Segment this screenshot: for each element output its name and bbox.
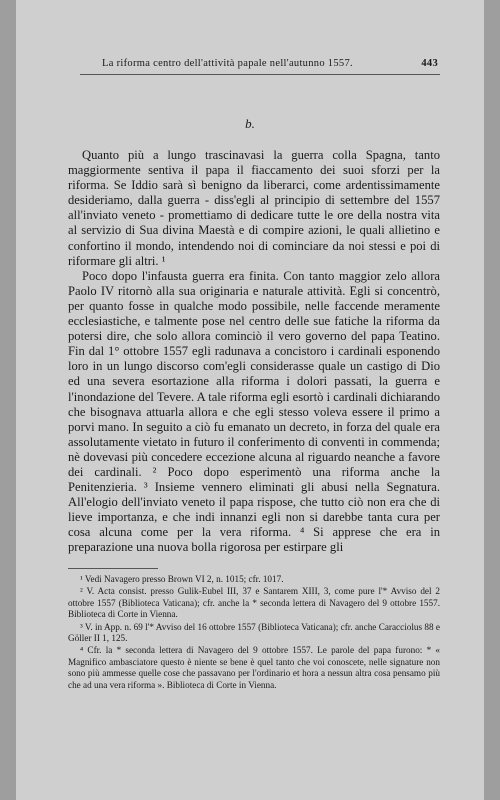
paragraph: Poco dopo l'infausta guerra era finita. Con tanto maggior zelo allora Paolo IV ritornò alla sua originaria e naturale attività. Egli si concentrò, per quanto fosse in qualche modo possibile, nelle faccende meramente ecclesiastiche, e talmente pose nel centro delle sue fatiche la riforma da potersi dire, che solo allora cominciò il vero governo del papa Teatino. Fin dal 1° ottobre 1557 egli radunava a concistoro i cardinali esponendo loro in un lungo discorso com'egli considerasse quale un castigo di Dio ed una severa esortazione alla riforma i dolori passati, la guerra e l'inondazione del Tevere. A tale riforma egli esortò i cardinali dichiarando che bisognava attuarla allora e che egli stesso voleva essere il primo a porvi mano. In seguito a ciò fu emanato un decreto, in forza del quale era assolutamente vietato in futuro il conferimento di conventi in commenda; nè dovevasi più concedere eccezione alcuna al riguardo neanche a favore dei cardinali. ² Poco dopo esperimentò una riforma anche la Penitenzieria. ³ Insieme vennero eliminati gli abusi nella Segnatura. All'elogio dell'inviato veneto il papa rispose, che tutto ciò non era che di lieve importanza, e che indi innanzi egli non si darebbe tanta cura per cosa alcuna come per la vera riforma. ⁴ Si apprese che era in preparazione una nuova bolla rigorosa per estirpare gli (68, 268, 440, 555)
book-page (16, 0, 484, 800)
footnote: ³ V. in App. n. 69 l'* Avviso del 16 ottobre 1557 (Biblioteca Vaticana); cfr. anche Caracciolus 88 e Göller II 1, 125. (68, 621, 440, 644)
header-rule (80, 74, 440, 75)
body-text (68, 148, 440, 556)
paragraph: Quanto più a lungo trascinavasi la guerra colla Spagna, tanto maggiormente sentiva il papa il fiaccamento dei suoi sforzi per la riforma. Se Iddio sarà sì benigno da liberarci, come ardentissimamente desideriamo, dalla guerra - diss'egli al principio di settembre del 1557 all'inviato veneto - promettiamo di dedicare tutte le ore della nostra vita al servizio di Sua divina Maestà e di compire azioni, le quali allietino e confortino il mondo, intendendo noi di cominciare da noi stessi e poi di riformare gli altri. ¹ (68, 148, 440, 268)
running-header (102, 58, 438, 69)
footnote: ⁴ Cfr. la * seconda lettera di Navagero del 9 ottobre 1557. Le parole del papa furono: * « Magnifico ambasciatore questo è niente se bene è quel tanto che voi conoscete, nelle signature non sono più ammesse quelle cose che passavano per l'ordinario et hora a nessun altra cosa pensamo più che ad una vera riforma ». Biblioteca di Corte in Vienna. (68, 645, 440, 690)
footnotes (68, 574, 440, 692)
footnote: ² V. Acta consist. presso Gulik-Eubel III, 37 e Santarem XIII, 3, come pure l'* Avviso del 2 ottobre 1557 (Biblioteca Vaticana); cfr. anche la * seconda lettera di Navagero del 9 ottobre 1557. Biblioteca di Corte in Vienna. (68, 586, 440, 620)
section-heading: b. (245, 116, 255, 131)
footnote: ¹ Vedi Navagero presso Brown VI 2, n. 1015; cfr. 1017. (80, 574, 284, 584)
running-title: La riforma centro dell'attività papale nell'autunno 1557. (102, 58, 353, 69)
page-number: 443 (421, 58, 438, 69)
footnote-rule (68, 568, 158, 569)
